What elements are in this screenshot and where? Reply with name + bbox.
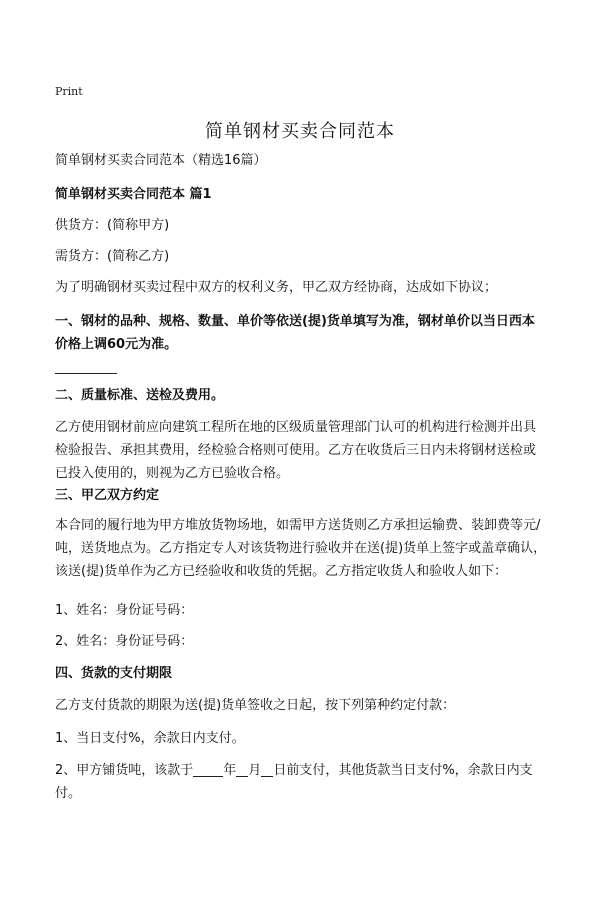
page-title: 简单钢材买卖合同范本 bbox=[205, 121, 395, 142]
clause-4-title: 四、货款的支付期限 bbox=[55, 666, 173, 681]
intro-paragraph: 为了明确钢材买卖过程中双方的权利义务，甲乙双方经协商，达成如下协议； bbox=[55, 280, 498, 295]
month-blank bbox=[236, 762, 248, 777]
clause-2-title: 二、质量标准、送检及费用。 bbox=[55, 388, 225, 403]
payment-option-2-text-b: 日前支付，其他货款当日支付%，余款日内支付。 bbox=[55, 763, 533, 801]
year-blank bbox=[193, 762, 223, 777]
document-subtitle: 简单钢材买卖合同范本（精选16篇） bbox=[55, 153, 267, 168]
payment-option-2 bbox=[55, 759, 547, 805]
supplier-line: 供货方：(简称甲方) bbox=[55, 218, 170, 233]
payment-option-1: 1、当日支付%，余款日内支付。 bbox=[55, 731, 245, 746]
clause-3-body: 本合同的履行地为甲方堆放货物场地，如需甲方送货则乙方承担运输费、装卸费等元/吨，送货地点为。乙方指定专人对该货物进行验收并在送(提)货单上签字或盖章确认，该送(提)货单作为乙方已经验收和收货的凭据。乙方指定收货人和验收人如下： bbox=[55, 518, 547, 579]
month-label: 月 bbox=[248, 763, 262, 778]
person-2-line: 2、姓名：身份证号码： bbox=[55, 634, 194, 649]
print-label: Print bbox=[55, 85, 83, 98]
clause-2-body: 乙方使用钢材前应向建筑工程所在地的区级质量管理部门认可的机构进行检测并出具检验报告、承担其费用，经检验合格则可使用。乙方在收货后三日内未将钢材送检或已投入使用的，则视为乙方已验收合格。 bbox=[55, 420, 537, 481]
section-heading: 简单钢材买卖合同范本 篇1 bbox=[55, 187, 212, 202]
clause-4-intro: 乙方支付货款的期限为送(提)货单签收之日起，按下列第种约定付款： bbox=[55, 698, 456, 713]
person-1-line: 1、姓名：身份证号码： bbox=[55, 603, 194, 618]
year-label: 年 bbox=[223, 763, 237, 778]
payment-option-2-text-a: 2、甲方铺货吨，该款于 bbox=[55, 763, 194, 778]
buyer-line: 需货方：(简称乙方) bbox=[55, 249, 170, 264]
divider bbox=[55, 373, 117, 374]
clause-3-title: 三、甲乙双方约定 bbox=[55, 488, 160, 503]
clause-1: 一、钢材的品种、规格、数量、单价等依送(提)货单填写为准，钢材单价以当日西本价格上调60元为准。 bbox=[55, 314, 535, 352]
day-blank bbox=[261, 762, 273, 777]
